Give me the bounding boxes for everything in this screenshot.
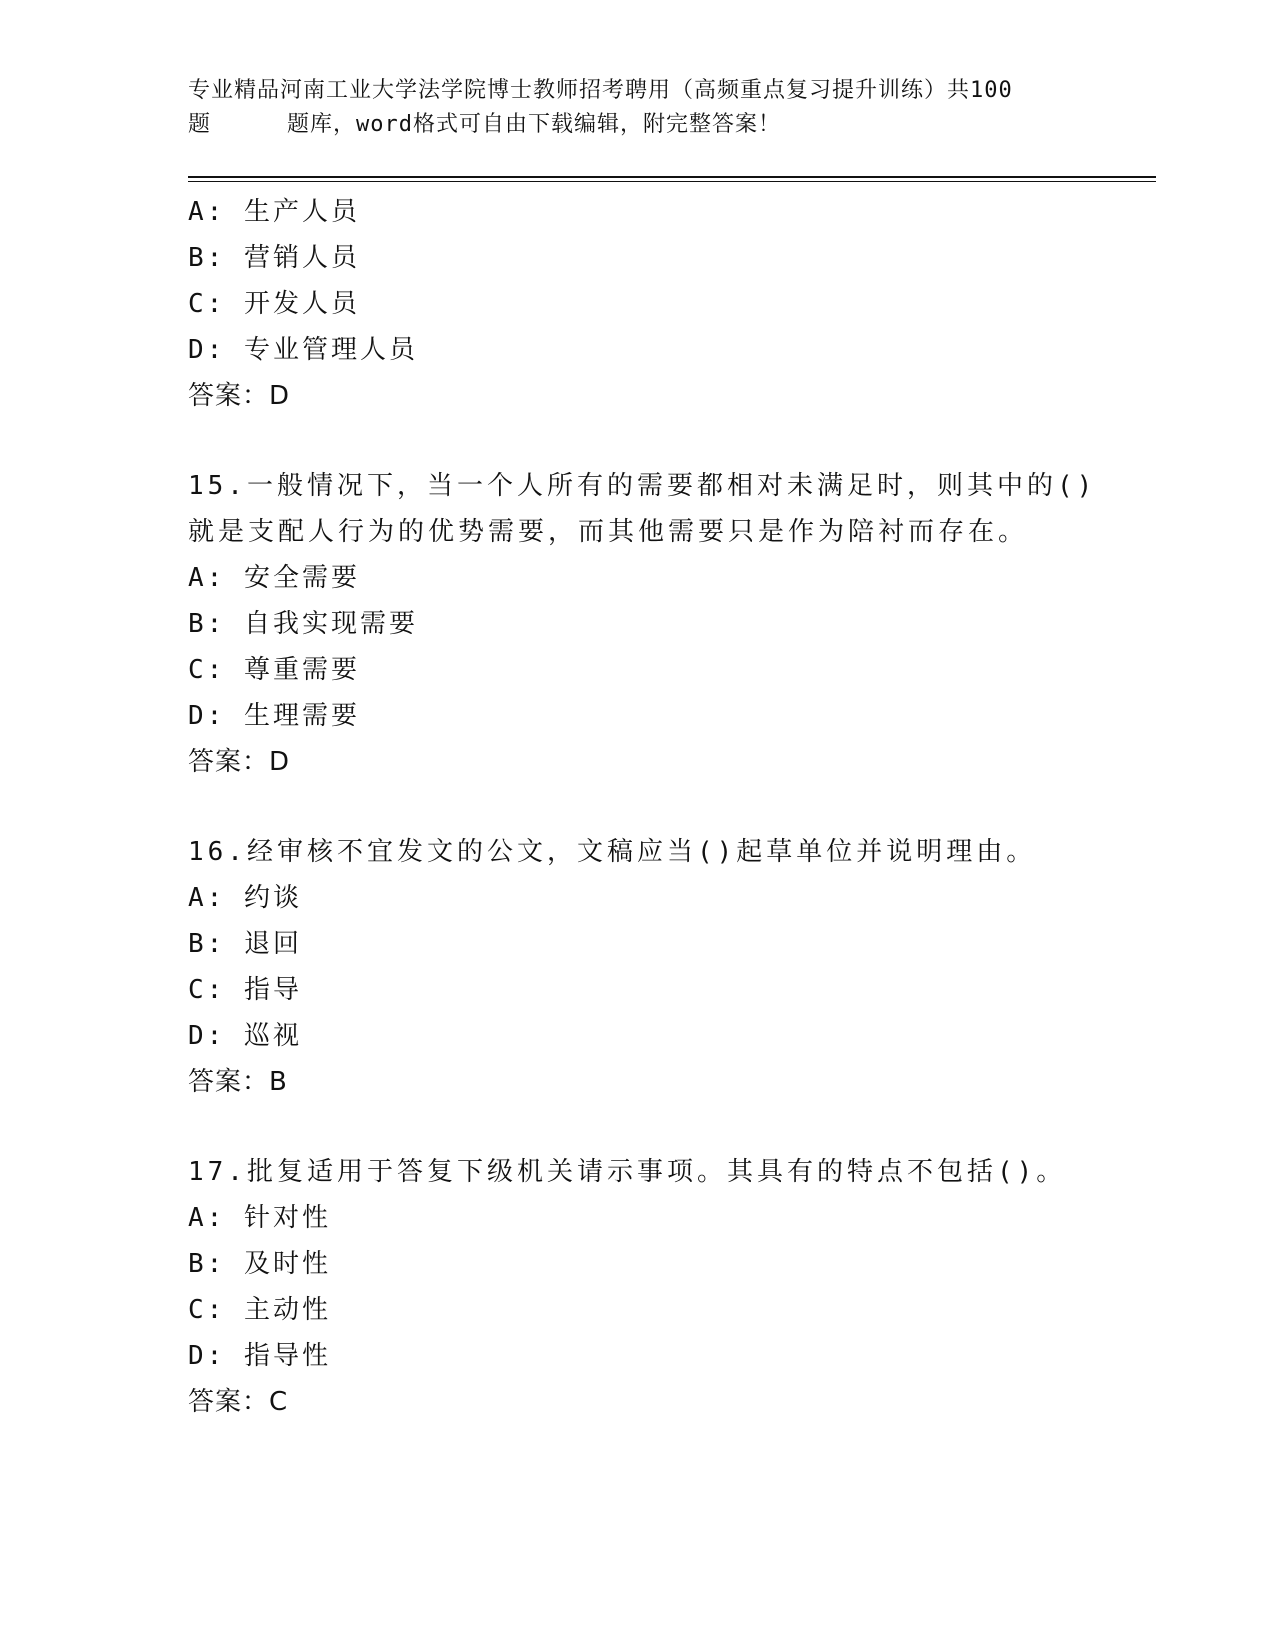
option-a: A: 针对性 — [188, 1203, 331, 1233]
option-c: C: 开发人员 — [188, 289, 360, 319]
question-stem: 15.一般情况下，当一个人所有的需要都相对未满足时，则其中的() — [188, 471, 1097, 501]
header-divider-thick — [188, 176, 1156, 178]
question-14 — [188, 189, 1088, 419]
option-b: B: 退回 — [188, 929, 302, 959]
answer-line: 答案：C — [188, 1387, 289, 1417]
question-15 — [188, 463, 1097, 785]
header-line-1: 专业精品河南工业大学法学院博士教师招考聘用（高频重点复习提升训练）共100 — [188, 78, 1013, 103]
question-spacer — [188, 785, 1088, 829]
question-spacer — [188, 419, 1088, 463]
option-b: B: 营销人员 — [188, 243, 360, 273]
header-line-2-left: 题 — [188, 112, 212, 137]
question-16 — [188, 829, 1088, 1105]
option-d: D: 专业管理人员 — [188, 335, 418, 365]
header-line-2 — [188, 108, 1088, 142]
option-c: C: 尊重需要 — [188, 655, 360, 685]
option-a: A: 约谈 — [188, 883, 302, 913]
question-17 — [188, 1149, 1088, 1425]
answer-line: 答案：D — [188, 381, 291, 411]
answer-line: 答案：B — [188, 1067, 288, 1097]
document-header — [188, 74, 1088, 142]
option-d: D: 生理需要 — [188, 701, 360, 731]
option-c: C: 指导 — [188, 975, 302, 1005]
question-stem: 17.批复适用于答复下级机关请示事项。其具有的特点不包括()。 — [188, 1157, 1067, 1187]
option-d: D: 指导性 — [188, 1341, 331, 1371]
question-list — [188, 189, 1097, 1425]
question-stem-continued: 就是支配人行为的优势需要，而其他需要只是作为陪衬而存在。 — [188, 517, 1029, 547]
option-b: B: 及时性 — [188, 1249, 331, 1279]
header-line-2-right: 题库，word格式可自由下载编辑，附完整答案！ — [287, 112, 781, 137]
option-d: D: 巡视 — [188, 1021, 302, 1051]
option-a: A: 安全需要 — [188, 563, 360, 593]
question-stem: 16.经审核不宜发文的公文，文稿应当()起草单位并说明理由。 — [188, 837, 1037, 867]
option-c: C: 主动性 — [188, 1295, 331, 1325]
answer-line: 答案：D — [188, 747, 291, 777]
option-a: A: 生产人员 — [188, 197, 360, 227]
option-b: B: 自我实现需要 — [188, 609, 418, 639]
header-divider-thin — [188, 181, 1156, 182]
question-spacer — [188, 1105, 1088, 1149]
